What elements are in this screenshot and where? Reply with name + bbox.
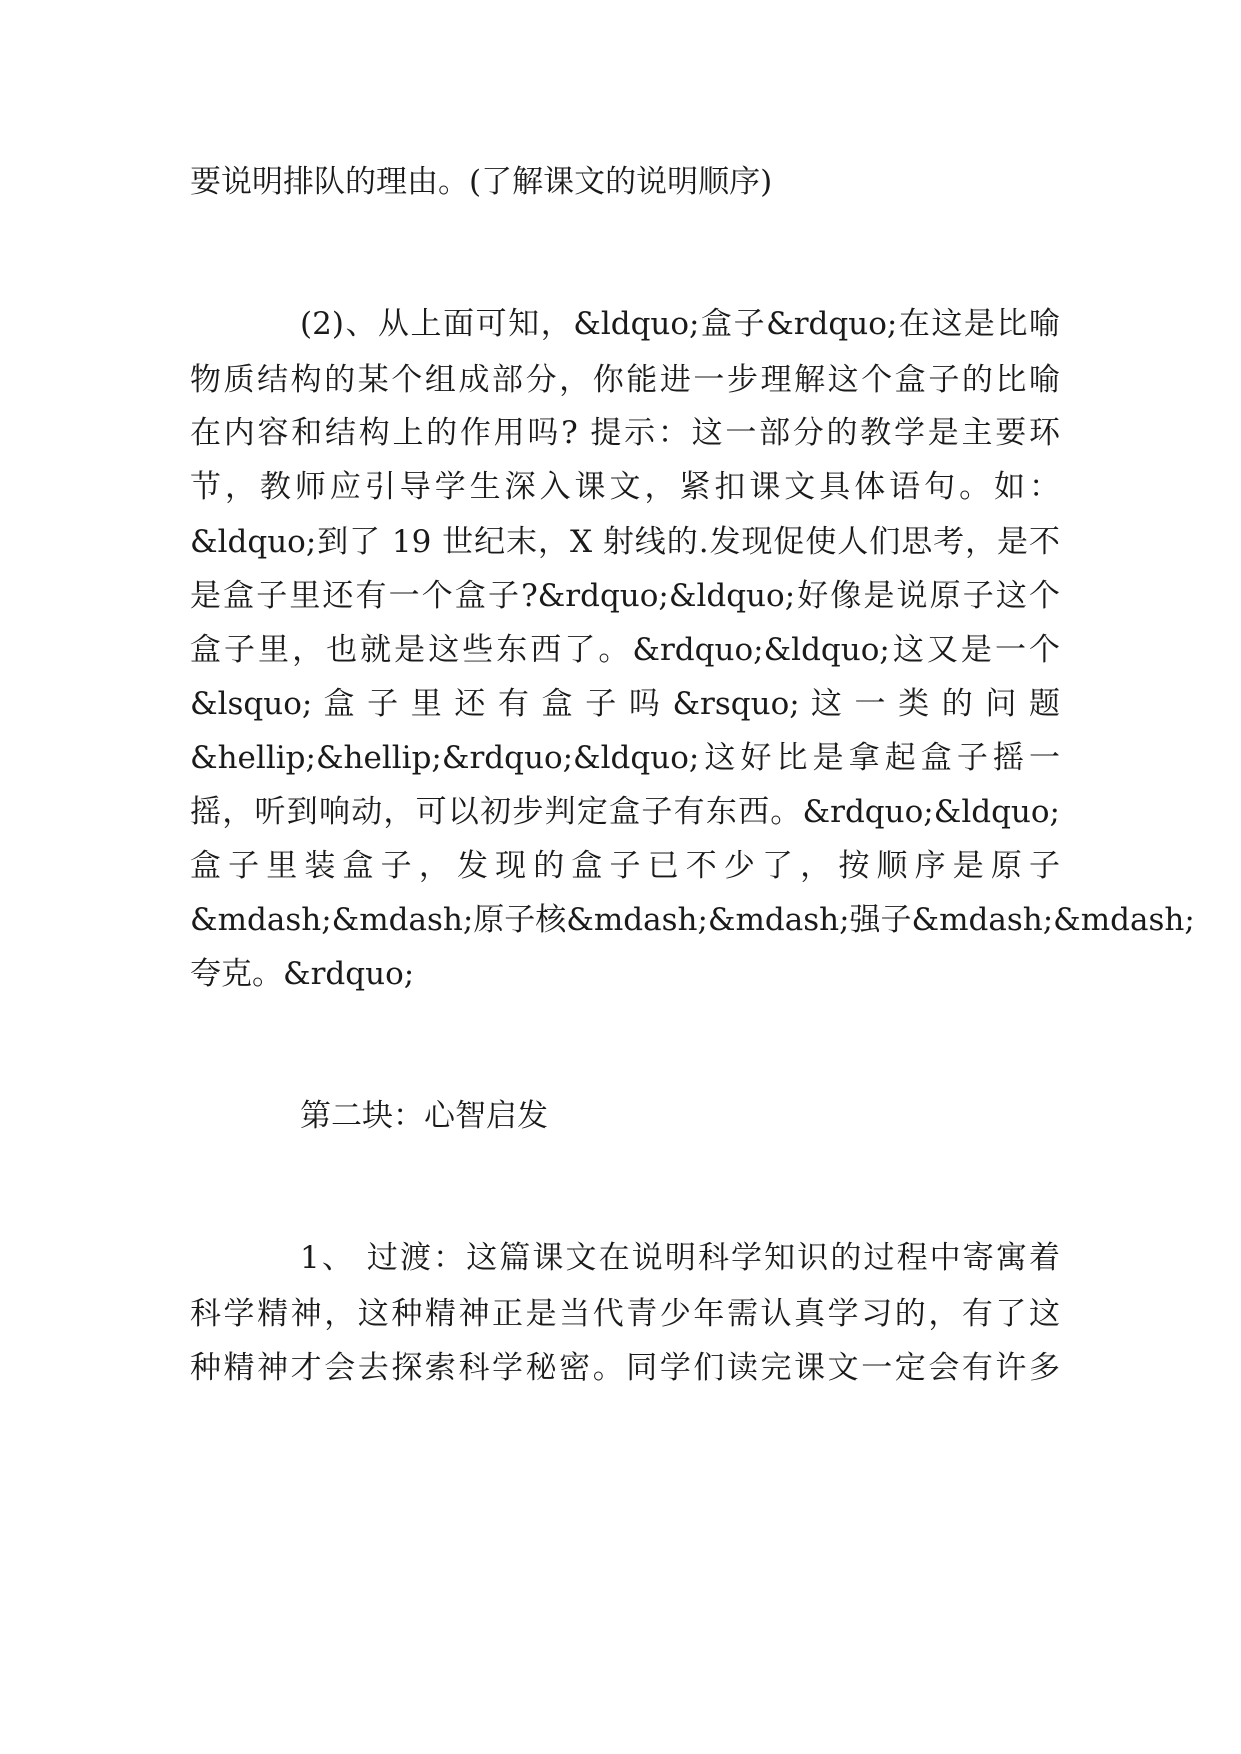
paragraph-line: 夸克。&rdquo; [190,956,415,992]
section-heading: 第二块：心智启发 [300,1098,548,1134]
paragraph-line: 种精神才会去探索科学秘密。同学们读完课文一定会有许多 [190,1350,1060,1386]
paragraph-line: &mdash;&mdash;原子核&mdash;&mdash;强子&mdash;&mdash; [190,902,1195,938]
paragraph-line: 科学精神，这种精神正是当代青少年需认真学习的，有了这 [190,1296,1060,1332]
paragraph-line: 在内容和结构上的作用吗? 提示：这一部分的教学是主要环 [190,415,1060,451]
paragraph-line: 盒子里，也就是这些东西了。&rdquo;&ldquo;这又是一个 [190,632,1060,668]
paragraph-line: 物质结构的某个组成部分，你能进一步理解这个盒子的比喻 [190,362,1060,398]
paragraph-line: &hellip;&hellip;&rdquo;&ldquo;这好比是拿起盒子摇一 [190,740,1060,776]
paragraph-line: 盒子里装盒子，发现的盒子已不少了，按顺序是原子 [190,848,1060,884]
paragraph-line: &ldquo;到了 19 世纪末，X 射线的.发现促使人们思考，是不 [190,524,1060,560]
paragraph-line: &lsquo; 盒 子 里 还 有 盒 子 吗 &rsquo; 这 一 类 的 问 题 [190,686,1060,722]
paragraph-line: 摇，听到响动，可以初步判定盒子有东西。&rdquo;&ldquo; [190,794,1060,830]
paragraph-line: 1、 过渡：这篇课文在说明科学知识的过程中寄寓着 [300,1240,1060,1276]
paragraph-line: 节，教师应引导学生深入课文，紧扣课文具体语句。如： [190,469,1060,505]
paragraph-line: (2)、从上面可知，&ldquo;盒子&rdquo;在这是比喻 [300,306,1060,342]
paragraph-line: 是盒子里还有一个盒子?&rdquo;&ldquo;好像是说原子这个 [190,578,1060,614]
paragraph-line: 要说明排队的理由。(了解课文的说明顺序) [190,164,773,200]
